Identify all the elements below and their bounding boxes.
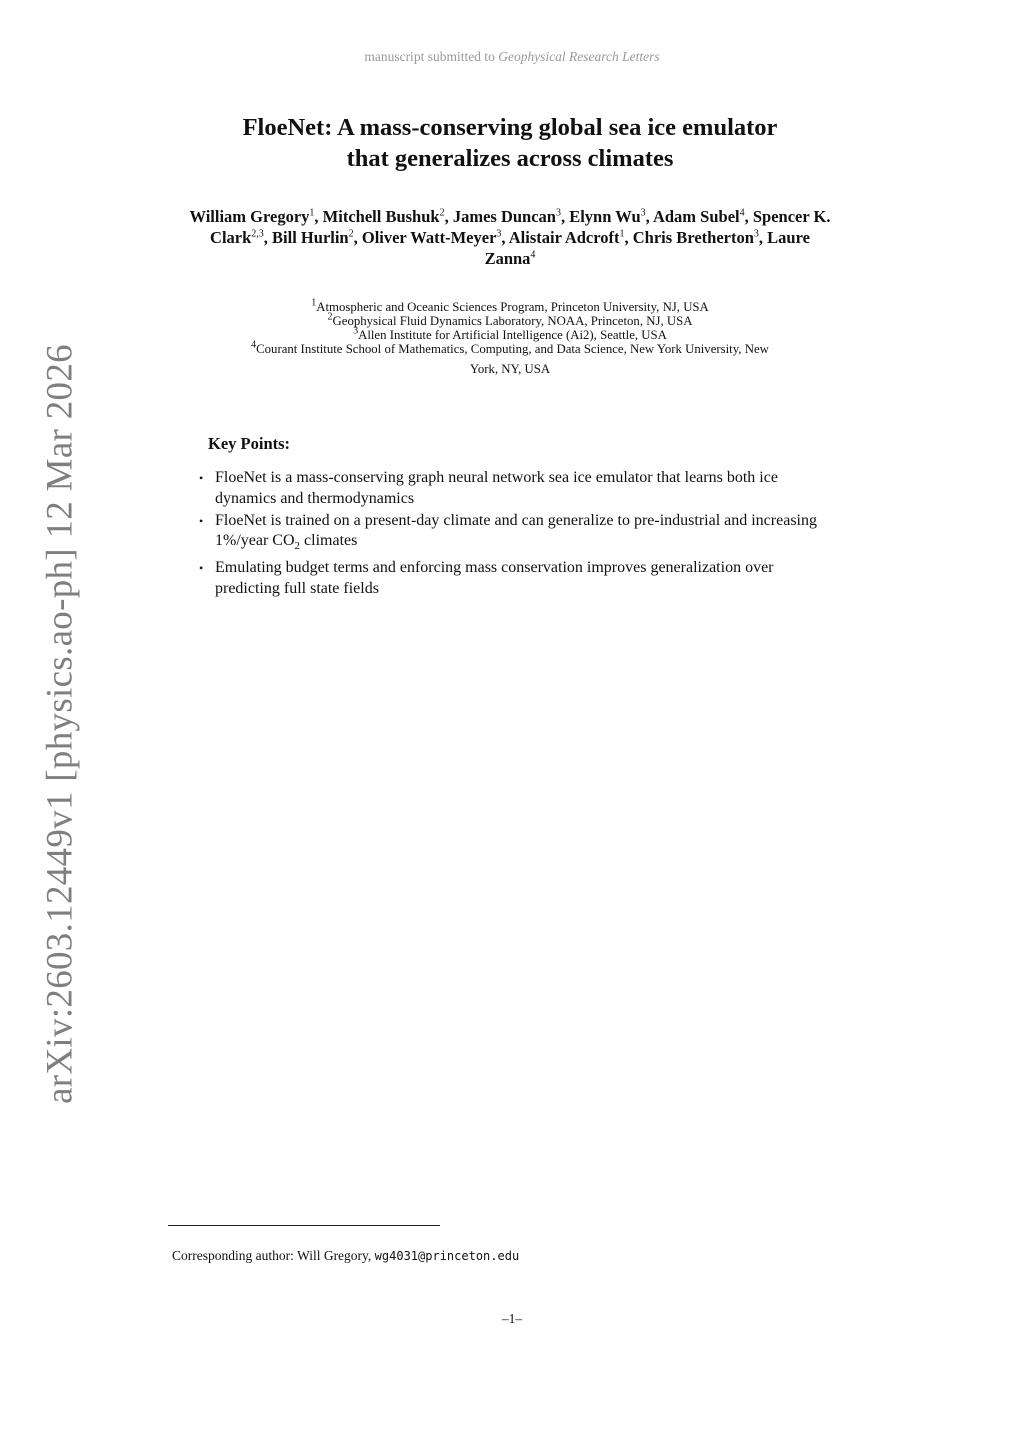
- author-9: Alistair Adcroft$^1$,: [508, 228, 633, 247]
- title-line-1: FloeNet: A mass-conserving global sea ice emulator: [242, 114, 778, 141]
- affiliation-4-continued: York, NY, USA: [469, 362, 551, 376]
- footnote-rule: [168, 1225, 440, 1226]
- header-journal: Geophysical Research Letters: [498, 49, 660, 64]
- author-1: William Gregory$^1$,: [189, 207, 323, 226]
- author-3: James Duncan$^3$,: [452, 207, 570, 226]
- author-7: Bill Hurlin$^2$,: [272, 228, 362, 247]
- affiliation-list: [170, 297, 850, 376]
- affiliation-1: $^1$Atmospheric and Oceanic Sciences Program, Princeton University, NJ, USA: [311, 297, 709, 314]
- header-prefix: manuscript submitted to: [364, 49, 499, 64]
- author-list: [185, 206, 835, 269]
- affiliation-2: $^2$Geophysical Fluid Dynamics Laboratory, NOAA, Princeton, NJ, USA: [327, 311, 693, 328]
- key-points-list: [196, 468, 836, 601]
- author-2: Mitchell Bushuk$^2$,: [322, 207, 453, 226]
- paper-title: [160, 112, 860, 174]
- key-points-heading: Key Points:: [208, 434, 291, 453]
- bullet-icon: •: [199, 561, 204, 576]
- page-number: –1–: [501, 1311, 523, 1326]
- affiliation-4: $^4$Courant Institute School of Mathematics, Computing, and Data Science, New York University, New: [251, 339, 769, 356]
- author-email-link[interactable]: wg4031@princeton.edu: [374, 1249, 520, 1263]
- author-5: Adam Subel$^4$,: [652, 207, 753, 226]
- affiliation-3: $^3$Allen Institute for Artificial Intelligence (Ai2), Seattle, USA: [353, 325, 667, 342]
- key-point-3: • Emulating budget terms and enforcing mass conservation improves generalization over predicting full state fields: [199, 559, 774, 597]
- author-4: Elynn Wu$^3$,: [569, 207, 653, 226]
- key-point-1: • FloeNet is a mass-conserving graph neural network sea ice emulator that learns both ice dynamics and thermodynamics: [199, 469, 778, 507]
- key-point-2: • FloeNet is trained on a present-day climate and can generalize to pre-industrial and increasing 1%/year $CO_2$ climates: [199, 511, 817, 553]
- author-8: Oliver Watt-Meyer$^3$,: [361, 228, 509, 247]
- running-header: [0, 49, 1024, 65]
- author-10: Chris Bretherton$^3$,: [632, 228, 768, 247]
- bullet-icon: •: [199, 513, 204, 528]
- author-6: Spencer K. Clark$^{2,3}$,: [210, 207, 831, 247]
- footnote-label: Corresponding author: Will Gregory,: [172, 1248, 375, 1263]
- author-11: Laure Zanna$^4$: [484, 228, 810, 268]
- title-line-2: that generalizes across climates: [346, 145, 674, 172]
- arxiv-identifier: arXiv:2603.12449v1 [physics.ao-ph] 12 Mar 2026: [39, 344, 81, 1104]
- bullet-icon: •: [199, 471, 204, 485]
- corresponding-author-footnote: [172, 1248, 519, 1264]
